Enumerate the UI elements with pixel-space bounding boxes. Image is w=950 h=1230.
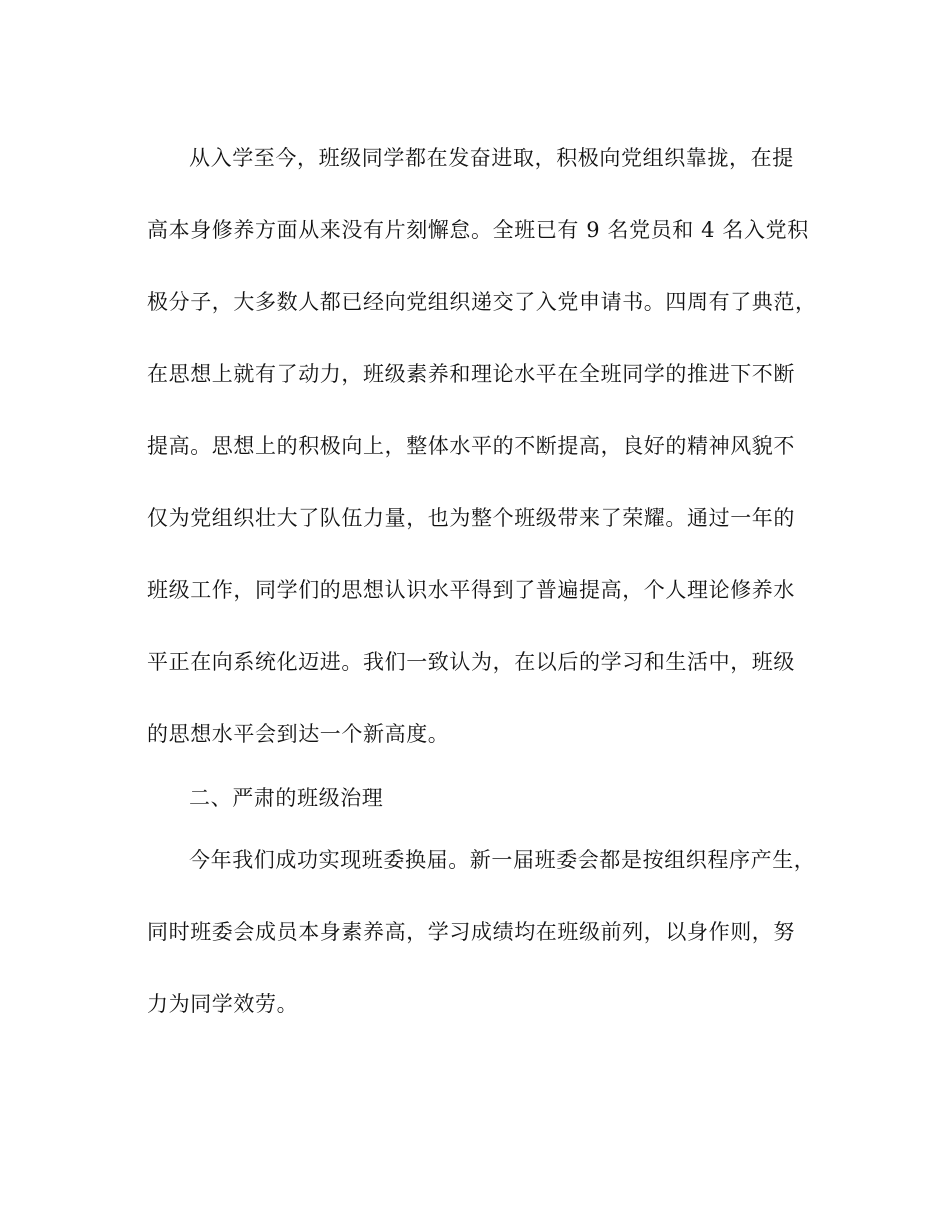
paragraph-line: 平正在向系统化迈进。我们一致认为，在以后的学习和生活中，班级 [147, 650, 795, 674]
paragraph-line: 今年我们成功实现班委换届。新一届班委会都是按组织程序产生， [189, 848, 816, 872]
paragraph-line: 极分子，大多数人都已经向党组织递交了入党申请书。四周有了典范， [147, 290, 817, 314]
paragraph-line: 高本身修养方面从来没有片刻懈怠。全班已有 9 名党员和 4 名入党积 [147, 218, 809, 242]
section-heading: 二、严肃的班级治理 [189, 786, 384, 810]
paragraph-line: 力为同学效劳。 [147, 992, 299, 1016]
paragraph-line: 的思想水平会到达一个新高度。 [147, 722, 450, 746]
paragraph-line: 仅为党组织壮大了队伍力量，也为整个班级带来了荣耀。通过一年的 [147, 506, 795, 530]
paragraph-line: 同时班委会成员本身素养高，学习成绩均在班级前列，以身作则，努 [147, 920, 795, 944]
paragraph-line: 从入学至今，班级同学都在发奋进取，积极向党组织靠拢，在提 [189, 146, 794, 170]
paragraph-line: 提高。思想上的积极向上，整体水平的不断提高，良好的精神风貌不 [147, 434, 795, 458]
paragraph-line: 在思想上就有了动力，班级素养和理论水平在全班同学的推进下不断 [147, 362, 795, 386]
paragraph-line: 班级工作，同学们的思想认识水平得到了普遍提高，个人理论修养水 [147, 578, 795, 602]
